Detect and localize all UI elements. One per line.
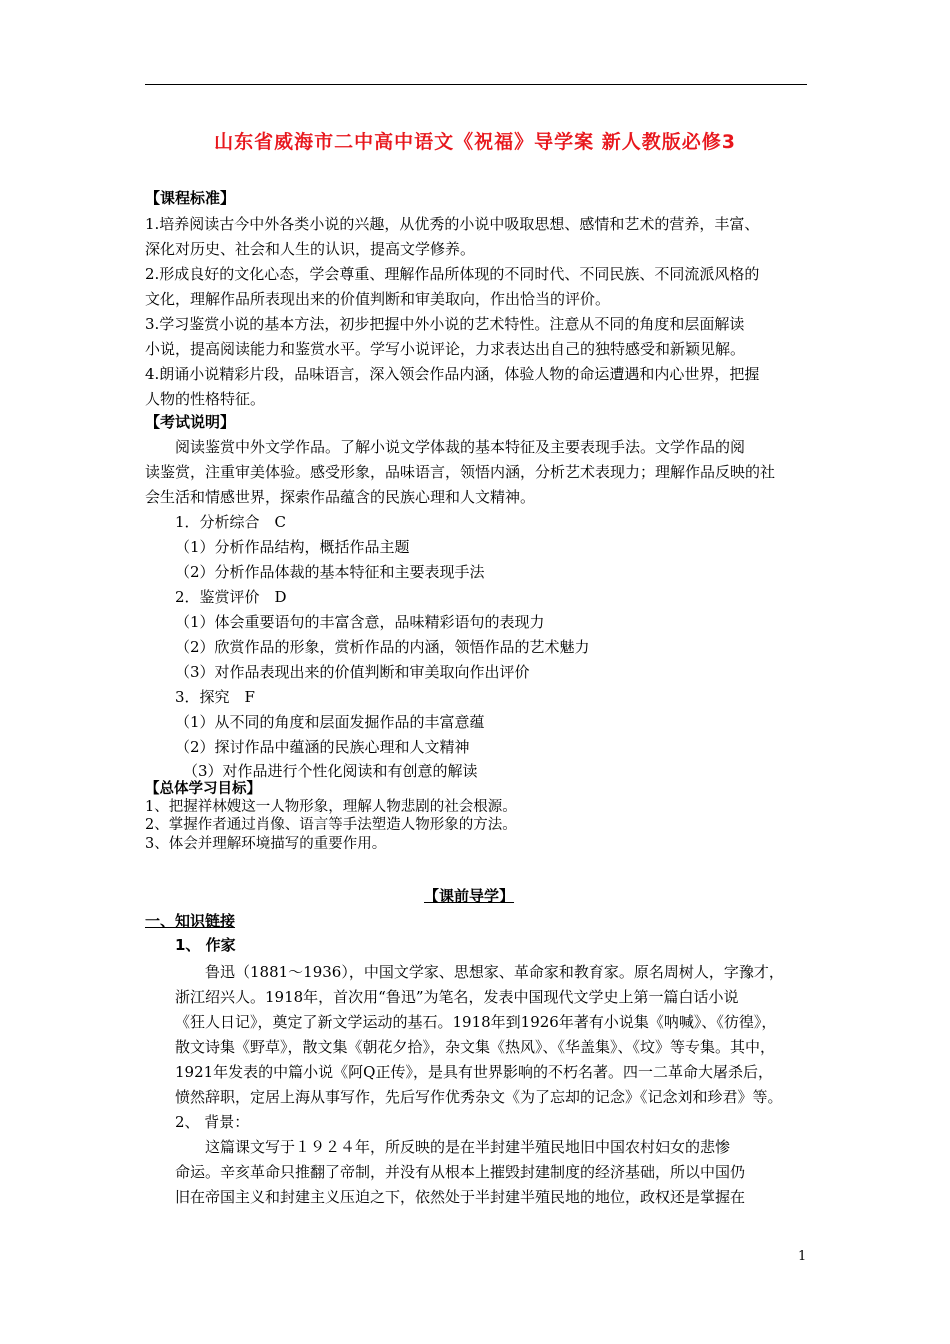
text-line: 2、掌握作者通过肖像、语言等手法塑造人物形象的方法。 bbox=[145, 817, 517, 833]
text-line: 3、体会并理解环境描写的重要作用。 bbox=[145, 836, 387, 852]
text-line: （1）体会重要语句的丰富含意，品味精彩语句的表现力 bbox=[175, 613, 545, 631]
text-line: 鲁迅（1881～1936），中国文学家、思想家、革命家和教育家。原名周树人，字豫才， bbox=[205, 963, 784, 981]
text-line: 3.学习鉴赏小说的基本方法，初步把握中外小说的艺术特性。注意从不同的角度和层面解读 bbox=[145, 315, 745, 333]
section-heading-curriculum: 【课程标准】 bbox=[145, 189, 236, 207]
item-label-author: 1、 作家 bbox=[175, 936, 236, 954]
text-line: 1921年发表的中篇小说《阿Q正传》，是具有世界影响的不朽名著。四一二革命大屠杀后， bbox=[175, 1063, 773, 1081]
text-line: 2．鉴赏评价 D bbox=[175, 588, 287, 606]
text-line: （2）探讨作品中蕴涵的民族心理和人文精神 bbox=[175, 738, 470, 756]
text-line: 4.朗诵小说精彩片段，品味语言，深入领会作品内涵，体验人物的命运遭遇和内心世界，把握 bbox=[145, 365, 760, 383]
text-line: 浙江绍兴人。1918年，首次用“鲁迅”为笔名，发表中国现代文学史上第一篇白话小说 bbox=[175, 988, 739, 1006]
text-line: 读鉴赏，注重审美体验。感受形象，品味语言，领悟内涵，分析艺术表现力；理解作品反映的社 bbox=[145, 463, 776, 481]
text-line: 3．探究 F bbox=[175, 688, 255, 706]
text-line: 1.培养阅读古今中外各类小说的兴趣，从优秀的小说中吸取思想、感情和艺术的营养，丰富、 bbox=[145, 215, 760, 233]
text-line: 愤然辞职，定居上海从事写作，先后写作优秀杂文《为了忘却的记念》《记念刘和珍君》等。 bbox=[175, 1088, 783, 1106]
section-heading-exam: 【考试说明】 bbox=[145, 413, 236, 431]
text-line: （2）欣赏作品的形象，赏析作品的内涵，领悟作品的艺术魅力 bbox=[175, 638, 590, 656]
subsection-heading-knowledge: 一、知识链接 bbox=[145, 912, 236, 930]
text-line: 小说，提高阅读能力和鉴赏水平。学写小说评论，力求表达出自己的独特感受和新颖见解。 bbox=[145, 340, 746, 358]
text-line: 会生活和情感世界，探索作品蕴含的民族心理和人文精神。 bbox=[145, 488, 536, 506]
text-line: 人物的性格特征。 bbox=[145, 390, 266, 408]
text-line: 阅读鉴赏中外文学作品。了解小说文学体裁的基本特征及主要表现手法。文学作品的阅 bbox=[175, 438, 746, 456]
text-line: （1）从不同的角度和层面发掘作品的丰富意蕴 bbox=[175, 713, 485, 731]
page-number: 1 bbox=[798, 1249, 807, 1264]
text-line: 命运。辛亥革命只推翻了帝制，并没有从根本上摧毁封建制度的经济基础，所以中国仍 bbox=[175, 1163, 746, 1181]
text-line: 文化，理解作品所表现出来的价值判断和审美取向，作出恰当的评价。 bbox=[145, 290, 611, 308]
text-line: （1）分析作品结构，概括作品主题 bbox=[175, 538, 410, 556]
item-label-background: 2、 背景： bbox=[175, 1113, 250, 1131]
text-line: 这篇课文写于１９２４年，所反映的是在半封建半殖民地旧中国农村妇女的悲惨 bbox=[205, 1138, 731, 1156]
section-heading-preview: 【课前导学】 bbox=[424, 887, 515, 905]
text-line: 《狂人日记》，奠定了新文学运动的基石。1918年到1926年著有小说集《呐喊》、《彷徨》， bbox=[175, 1013, 777, 1031]
text-line: 深化对历史、社会和人生的认识，提高文学修养。 bbox=[145, 240, 476, 258]
text-line: 旧在帝国主义和封建主义压迫之下，依然处于半封建半殖民地的地位，政权还是掌握在 bbox=[175, 1188, 746, 1206]
page-title: 山东省威海市二中高中语文《祝福》导学案 新人教版必修3 bbox=[214, 131, 736, 153]
text-line: （3）对作品表现出来的价值判断和审美取向作出评价 bbox=[175, 663, 530, 681]
header-rule bbox=[145, 84, 807, 85]
text-line: 2.形成良好的文化心态，学会尊重、理解作品所体现的不同时代、不同民族、不同流派风格的 bbox=[145, 265, 760, 283]
text-line: （2）分析作品体裁的基本特征和主要表现手法 bbox=[175, 563, 485, 581]
text-line: （3）对作品进行个性化阅读和有创意的解读 bbox=[183, 762, 478, 780]
text-line: 1．分析综合 C bbox=[175, 513, 287, 531]
text-line: 1、把握祥林嫂这一人物形象，理解人物悲剧的社会根源。 bbox=[145, 799, 517, 815]
section-heading-goals: 【总体学习目标】 bbox=[145, 781, 261, 797]
text-line: 散文诗集《野草》，散文集《朝花夕拾》，杂文集《热风》、《华盖集》、《坟》等专集。其中， bbox=[175, 1038, 776, 1056]
